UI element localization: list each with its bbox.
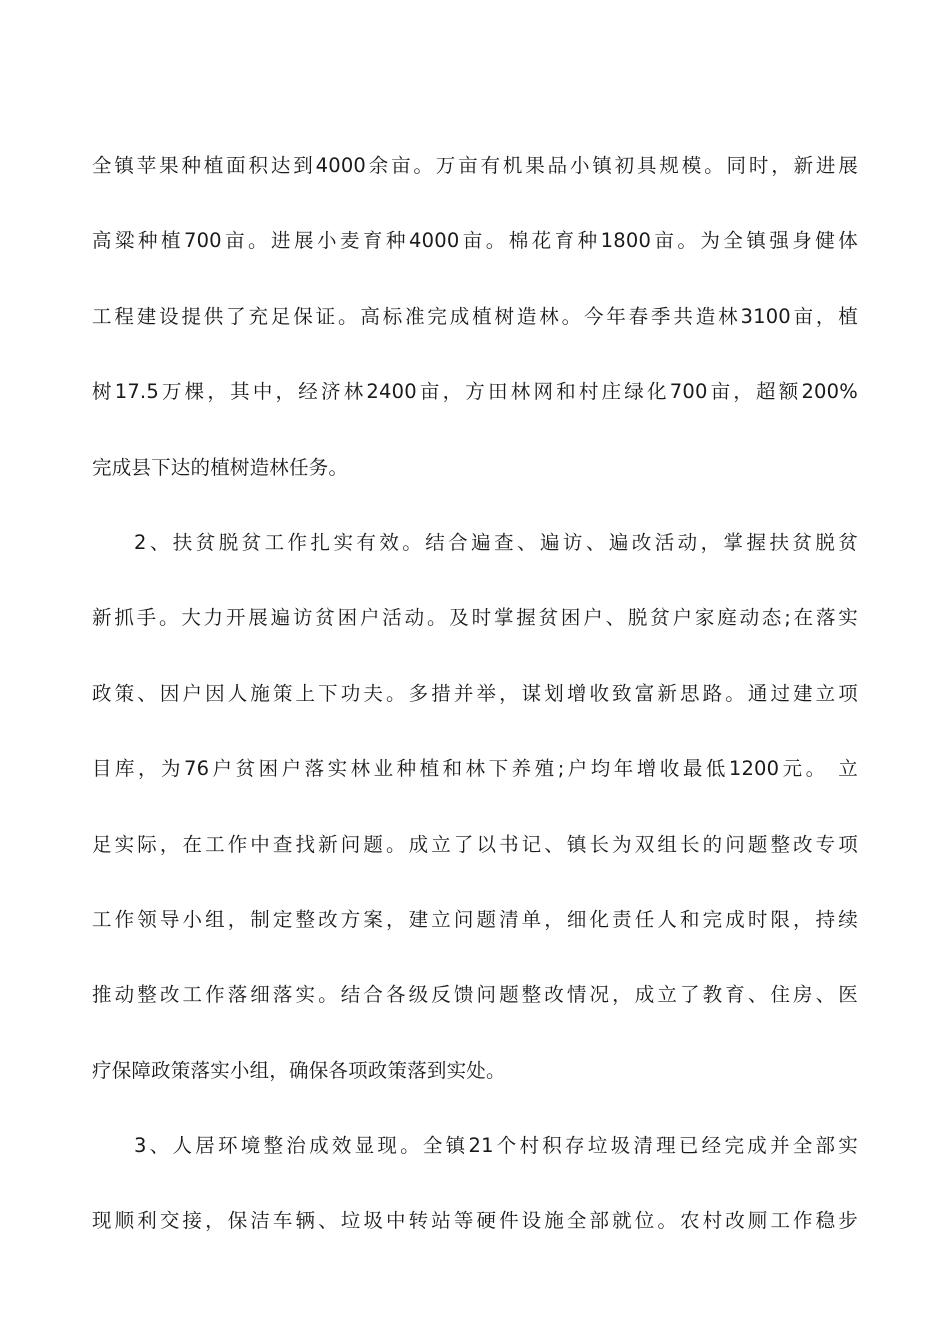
text-line: 新抓手。大力开展遍访贫困户活动。及时掌握贫困户、脱贫户家庭动态;在落实 xyxy=(92,606,858,630)
text-line: 2、扶贫脱贫工作扎实有效。结合遍查、遍访、遍改活动，掌握扶贫脱贫 xyxy=(134,530,858,554)
text-line: 足实际，在工作中查找新问题。成立了以书记、镇长为双组长的问题整改专项 xyxy=(92,832,858,856)
paragraph-agriculture xyxy=(92,128,858,505)
text-line: 政策、因户因人施策上下功夫。多措并举，谋划增收致富新思路。通过建立项 xyxy=(92,681,858,705)
text-line: 推动整改工作落细落实。结合各级反馈问题整改情况，成立了教育、住房、医 xyxy=(92,983,858,1007)
text-line: 全镇苹果种植面积达到4000余亩。万亩有机果品小镇初具规模。同时，新进展 xyxy=(92,154,858,177)
text-line: 树17.5万棵，其中，经济林2400亩，方田林网和村庄绿化700亩，超额200% xyxy=(92,380,858,404)
text-line: 3、人居环境整治成效显现。全镇21个村积存垃圾清理已经完成并全部实 xyxy=(134,1134,858,1158)
text-line: 工作领导小组，制定整改方案，建立问题清单，细化责任人和完成时限，持续 xyxy=(92,907,858,931)
paragraph-living-environment xyxy=(92,1108,858,1259)
text-line: 完成县下达的植树造林任务。 xyxy=(92,455,349,479)
text-line: 高粱种植700亩。进展小麦育种4000亩。棉花育种1800亩。为全镇强身健体 xyxy=(92,229,858,253)
text-line: 工程建设提供了充足保证。高标准完成植树造林。今年春季共造林3100亩，植 xyxy=(92,304,858,328)
text-line: 现顺利交接，保洁车辆、垃圾中转站等硬件设施全部就位。农村改厕工作稳步 xyxy=(92,1209,858,1233)
document-body xyxy=(92,128,858,1259)
paragraph-poverty-alleviation xyxy=(92,505,858,1108)
text-line: 目库，为76户贫困户落实林业种植和林下养殖;户均年增收最低1200元。 立 xyxy=(92,757,858,781)
text-line: 疗保障政策落实小组，确保各项政策落到实处。 xyxy=(92,1058,506,1082)
